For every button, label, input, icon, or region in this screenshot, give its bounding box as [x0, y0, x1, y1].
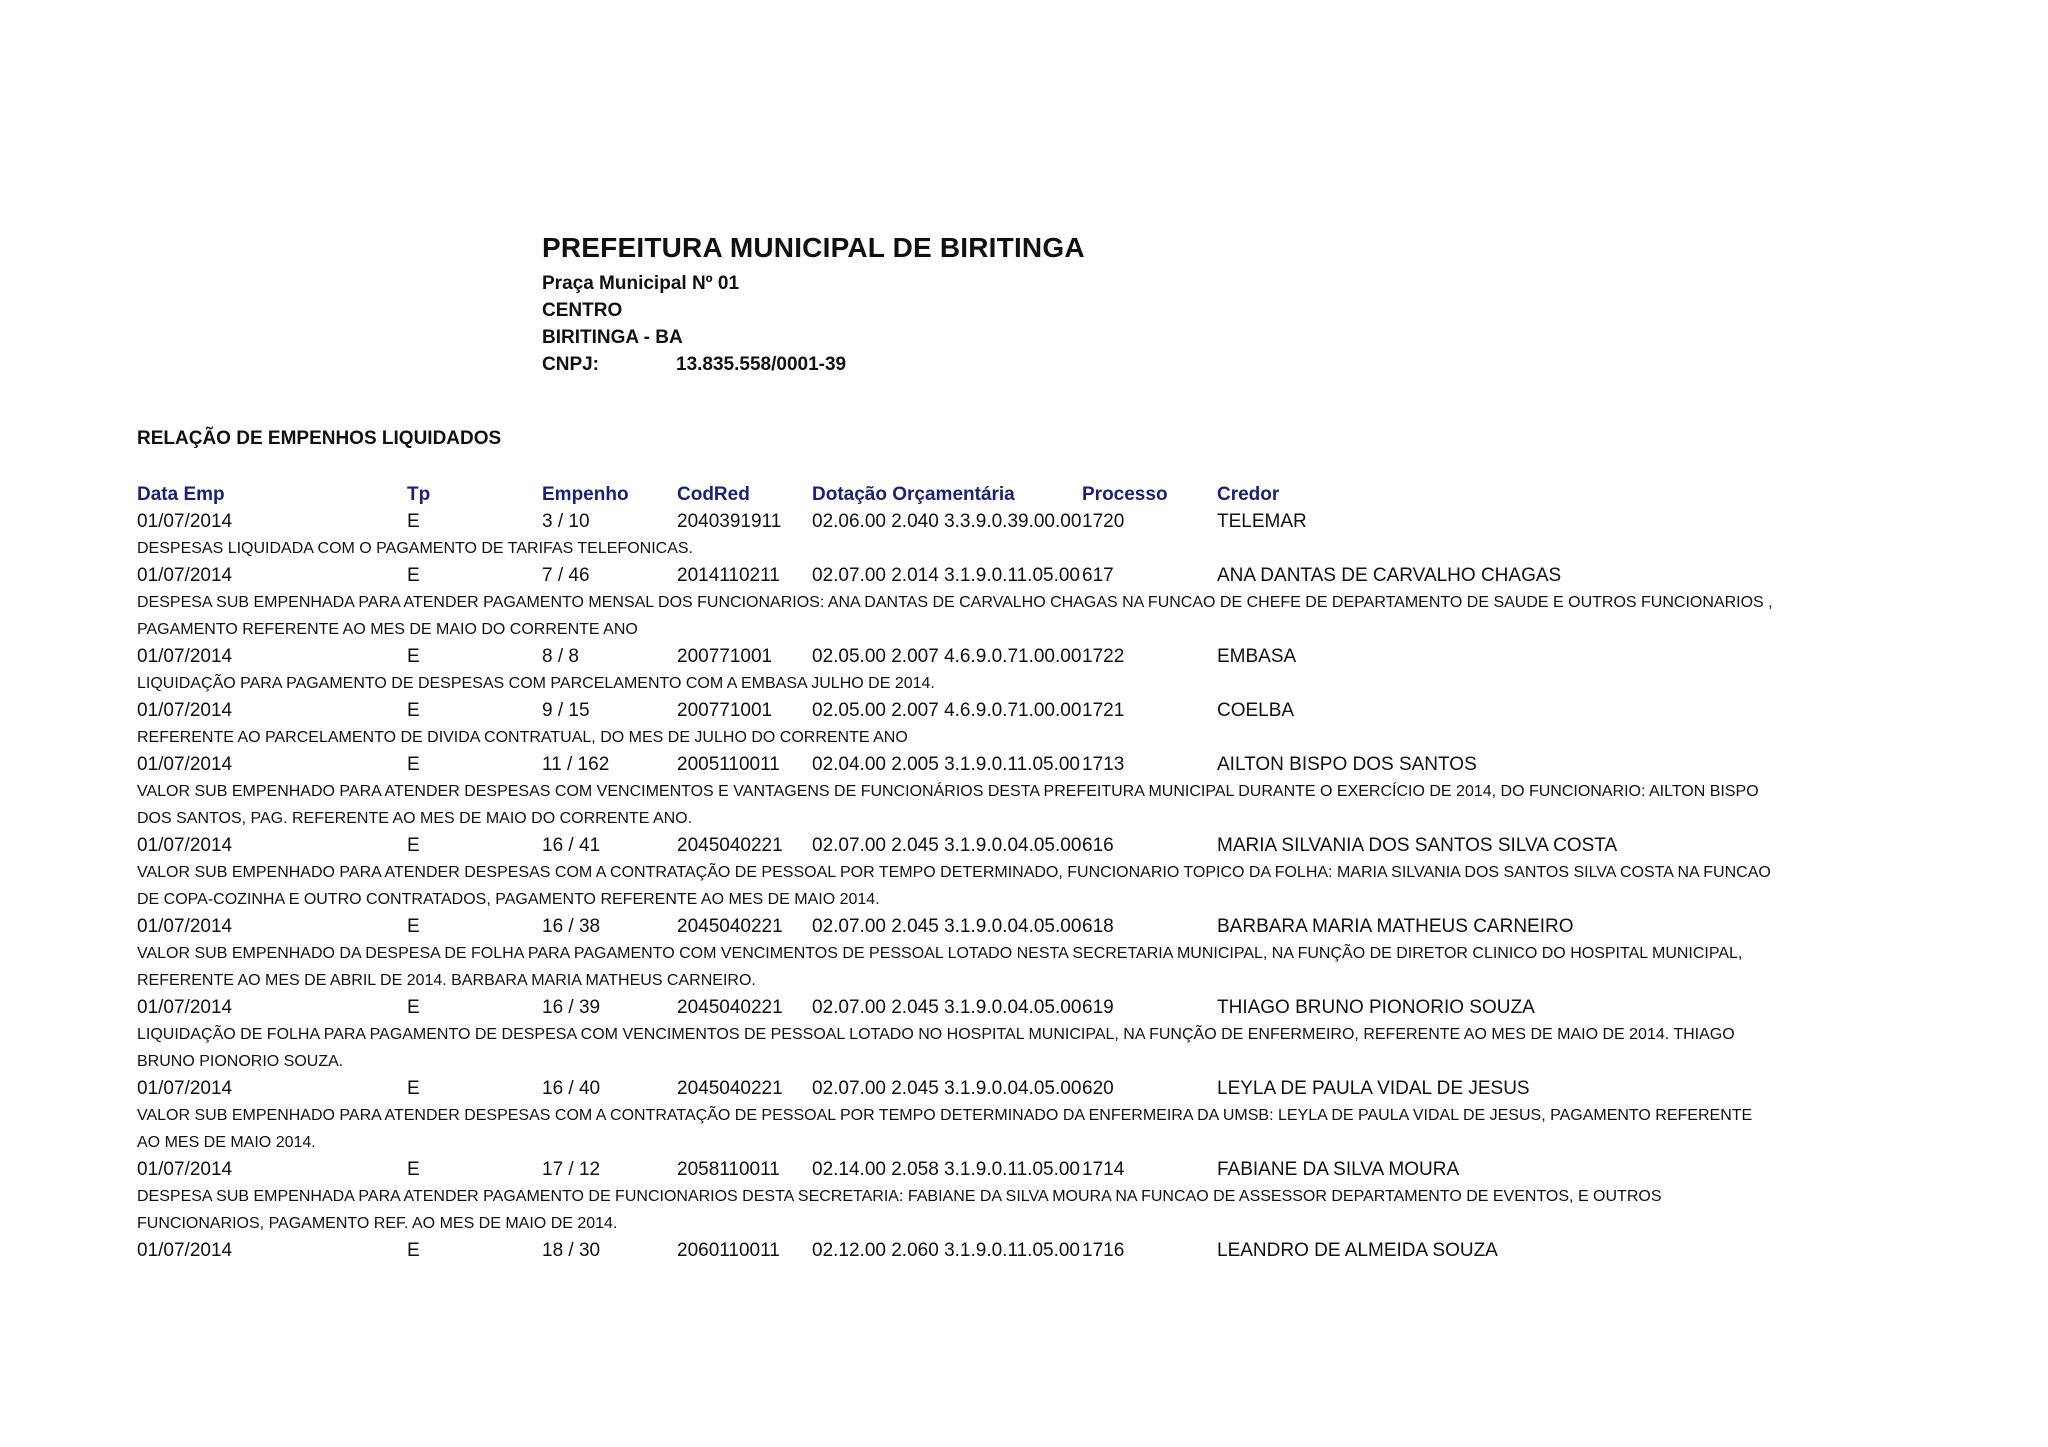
org-district: CENTRO	[542, 300, 623, 321]
cell-tp: E	[407, 754, 420, 775]
table-row	[137, 643, 1777, 670]
row-description: VALOR SUB EMPENHADO PARA ATENDER DESPESAS COM VENCIMENTOS E VANTAGENS DE FUNCIONÁRIOS DESTA PREFEITURA MUNICIPAL DURANTE O EXERCÍCIO DE 2014, DO FUNCIONARIO: AILTON BISPO DOS SANTOS, PAG. REFERENTE AO MES DE MAIO DO CORRENTE ANO.	[137, 783, 1759, 827]
cell-empenho: 17 / 12	[542, 1159, 601, 1180]
cell-credor: LEYLA DE PAULA VIDAL DE JESUS	[1217, 1078, 1530, 1099]
cell-date: 01/07/2014	[137, 565, 233, 586]
cell-empenho: 11 / 162	[542, 754, 610, 775]
org-name: PREFEITURA MUNICIPAL DE BIRITINGA	[542, 232, 1085, 263]
cell-tp: E	[407, 646, 420, 667]
cell-processo: 617	[1082, 565, 1114, 586]
col-header-dotacao: Dotação Orçamentária	[812, 484, 1015, 505]
cell-date: 01/07/2014	[137, 1159, 233, 1180]
cell-dotacao: 02.07.00 2.014 3.1.9.0.11.05.00	[812, 565, 1080, 586]
row-description: DESPESA SUB EMPENHADA PARA ATENDER PAGAMENTO DE FUNCIONARIOS DESTA SECRETARIA: FABIANE DA SILVA MOURA NA FUNCAO DE ASSESSOR DEPARTAMENTO DE EVENTOS, E OUTROS FUNCIONARIOS, PAGAMENTO REF. AO MES DE MAIO DE 2014.	[137, 1188, 1662, 1232]
cell-processo: 620	[1082, 1078, 1114, 1099]
cell-codred: 2045040221	[677, 1078, 783, 1099]
cell-processo: 619	[1082, 997, 1114, 1018]
cell-tp: E	[407, 1078, 420, 1099]
row-description: DESPESAS LIQUIDADA COM O PAGAMENTO DE TARIFAS TELEFONICAS.	[137, 540, 693, 557]
cell-tp: E	[407, 1159, 420, 1180]
cell-credor: AILTON BISPO DOS SANTOS	[1217, 754, 1477, 775]
cell-credor: LEANDRO DE ALMEIDA SOUZA	[1217, 1240, 1498, 1261]
cell-date: 01/07/2014	[137, 700, 233, 721]
row-description: VALOR SUB EMPENHADO DA DESPESA DE FOLHA PARA PAGAMENTO COM VENCIMENTOS DE PESSOAL LOTADO NESTA SECRETARIA MUNICIPAL, NA FUNÇÃO DE DIRETOR CLINICO DO HOSPITAL MUNICIPAL, REFERENTE AO MES DE ABRIL DE 2014. BARBARA MARIA MATHEUS CARNEIRO.	[137, 945, 1743, 989]
cell-processo: 1721	[1082, 700, 1125, 721]
col-header-data-emp: Data Emp	[137, 484, 225, 505]
cell-dotacao: 02.05.00 2.007 4.6.9.0.71.00.00	[812, 646, 1082, 667]
cell-empenho: 7 / 46	[542, 565, 590, 586]
cell-codred: 2045040221	[677, 916, 783, 937]
table-row	[137, 508, 1777, 535]
col-header-codred: CodRed	[677, 484, 750, 505]
org-address: Praça Municipal Nº 01	[542, 273, 740, 294]
cell-codred: 2060110011	[677, 1240, 780, 1261]
table-row	[137, 1237, 1777, 1264]
row-description: VALOR SUB EMPENHADO PARA ATENDER DESPESAS COM A CONTRATAÇÃO DE PESSOAL POR TEMPO DETERMINADO, FUNCIONARIO TOPICO DA FOLHA: MARIA SILVANIA DOS SANTOS SILVA COSTA NA FUNCAO DE COPA-COZINHA E OUTRO CONTRATADOS, PAGAMENTO REFERENTE AO MES DE MAIO 2014.	[137, 864, 1771, 908]
cell-date: 01/07/2014	[137, 754, 233, 775]
cell-tp: E	[407, 835, 420, 856]
cell-tp: E	[407, 565, 420, 586]
cell-tp: E	[407, 511, 420, 532]
cell-codred: 200771001	[677, 700, 773, 721]
cell-dotacao: 02.05.00 2.007 4.6.9.0.71.00.00	[812, 700, 1082, 721]
cell-dotacao: 02.04.00 2.005 3.1.9.0.11.05.00	[812, 754, 1080, 775]
cell-processo: 616	[1082, 835, 1114, 856]
cell-dotacao: 02.12.00 2.060 3.1.9.0.11.05.00	[812, 1240, 1080, 1261]
cell-codred: 2045040221	[677, 997, 783, 1018]
cell-credor: MARIA SILVANIA DOS SANTOS SILVA COSTA	[1217, 835, 1618, 856]
cell-processo: 1714	[1082, 1159, 1125, 1180]
table-row	[137, 1156, 1777, 1183]
table-row	[137, 751, 1777, 778]
cell-credor: TELEMAR	[1217, 511, 1307, 532]
cell-processo: 1720	[1082, 511, 1125, 532]
cell-date: 01/07/2014	[137, 916, 233, 937]
empenhos-table	[137, 481, 1777, 1264]
org-header	[542, 230, 1085, 378]
cell-date: 01/07/2014	[137, 835, 233, 856]
org-city: BIRITINGA - BA	[542, 327, 683, 348]
cell-date: 01/07/2014	[137, 646, 233, 667]
cell-tp: E	[407, 1240, 420, 1261]
cell-empenho: 3 / 10	[542, 511, 590, 532]
cell-date: 01/07/2014	[137, 1240, 233, 1261]
cell-credor: COELBA	[1217, 700, 1295, 721]
table-row	[137, 913, 1777, 940]
cell-empenho: 9 / 15	[542, 700, 590, 721]
cell-dotacao: 02.07.00 2.045 3.1.9.0.04.05.00	[812, 916, 1082, 937]
cell-codred: 2058110011	[677, 1159, 780, 1180]
cell-credor: BARBARA MARIA MATHEUS CARNEIRO	[1217, 916, 1574, 937]
table-row	[137, 832, 1777, 859]
cell-tp: E	[407, 700, 420, 721]
row-description: VALOR SUB EMPENHADO PARA ATENDER DESPESAS COM A CONTRATAÇÃO DE PESSOAL POR TEMPO DETERMINADO DA ENFERMEIRA DA UMSB: LEYLA DE PAULA VIDAL DE JESUS, PAGAMENTO REFERENTE AO MES DE MAIO 2014.	[137, 1107, 1753, 1151]
cell-empenho: 16 / 40	[542, 1078, 601, 1099]
cell-empenho: 16 / 39	[542, 997, 601, 1018]
cell-codred: 200771001	[677, 646, 773, 667]
cell-empenho: 18 / 30	[542, 1240, 601, 1261]
cell-processo: 1713	[1082, 754, 1125, 775]
cell-empenho: 8 / 8	[542, 646, 579, 667]
cell-dotacao: 02.07.00 2.045 3.1.9.0.04.05.00	[812, 835, 1082, 856]
cell-date: 01/07/2014	[137, 511, 233, 532]
col-header-empenho: Empenho	[542, 484, 629, 505]
org-cnpj	[542, 351, 1085, 378]
cell-processo: 618	[1082, 916, 1114, 937]
col-header-credor: Credor	[1217, 484, 1280, 505]
cell-date: 01/07/2014	[137, 1078, 233, 1099]
cell-credor: FABIANE DA SILVA MOURA	[1217, 1159, 1460, 1180]
cell-codred: 2005110011	[677, 754, 780, 775]
cell-date: 01/07/2014	[137, 997, 233, 1018]
cell-codred: 2040391911	[677, 511, 782, 532]
cell-processo: 1716	[1082, 1240, 1125, 1261]
cell-credor: EMBASA	[1217, 646, 1297, 667]
cell-tp: E	[407, 916, 420, 937]
cnpj-value: 13.835.558/0001-39	[676, 354, 847, 375]
cell-codred: 2045040221	[677, 835, 783, 856]
table-row	[137, 994, 1777, 1021]
cell-credor: THIAGO BRUNO PIONORIO SOUZA	[1217, 997, 1535, 1018]
col-header-tp: Tp	[407, 484, 431, 505]
row-description: DESPESA SUB EMPENHADA PARA ATENDER PAGAMENTO MENSAL DOS FUNCIONARIOS: ANA DANTAS DE CARVALHO CHAGAS NA FUNCAO DE CHEFE DE DEPARTAMENTO DE SAUDE E OUTROS FUNCIONARIOS , PAGAMENTO REFERENTE AO MES DE MAIO DO CORRENTE ANO	[137, 594, 1773, 638]
row-description: LIQUIDAÇÃO DE FOLHA PARA PAGAMENTO DE DESPESA COM VENCIMENTOS DE PESSOAL LOTADO NO HOSPITAL MUNICIPAL, NA FUNÇÃO DE ENFERMEIRO, REFERENTE AO MES DE MAIO DE 2014. THIAGO BRUNO PIONORIO SOUZA.	[137, 1026, 1735, 1070]
table-body	[137, 508, 1777, 1264]
cell-credor: ANA DANTAS DE CARVALHO CHAGAS	[1217, 565, 1562, 586]
cell-dotacao: 02.14.00 2.058 3.1.9.0.11.05.00	[812, 1159, 1080, 1180]
table-row	[137, 697, 1777, 724]
table-row	[137, 562, 1777, 589]
cell-tp: E	[407, 997, 420, 1018]
row-description: REFERENTE AO PARCELAMENTO DE DIVIDA CONTRATUAL, DO MES DE JULHO DO CORRENTE ANO	[137, 729, 908, 746]
row-description: LIQUIDAÇÃO PARA PAGAMENTO DE DESPESAS COM PARCELAMENTO COM A EMBASA JULHO DE 2014.	[137, 675, 935, 692]
cell-dotacao: 02.07.00 2.045 3.1.9.0.04.05.00	[812, 1078, 1082, 1099]
table-header	[137, 481, 1777, 508]
cell-empenho: 16 / 41	[542, 835, 601, 856]
report-title: RELAÇÃO DE EMPENHOS LIQUIDADOS	[137, 428, 502, 449]
cnpj-label: CNPJ:	[542, 354, 600, 375]
table-row	[137, 1075, 1777, 1102]
col-header-processo: Processo	[1082, 484, 1168, 505]
cell-codred: 2014110211	[677, 565, 780, 586]
cell-dotacao: 02.07.00 2.045 3.1.9.0.04.05.00	[812, 997, 1082, 1018]
cell-dotacao: 02.06.00 2.040 3.3.9.0.39.00.00	[812, 511, 1082, 532]
cell-processo: 1722	[1082, 646, 1125, 667]
cell-empenho: 16 / 38	[542, 916, 601, 937]
